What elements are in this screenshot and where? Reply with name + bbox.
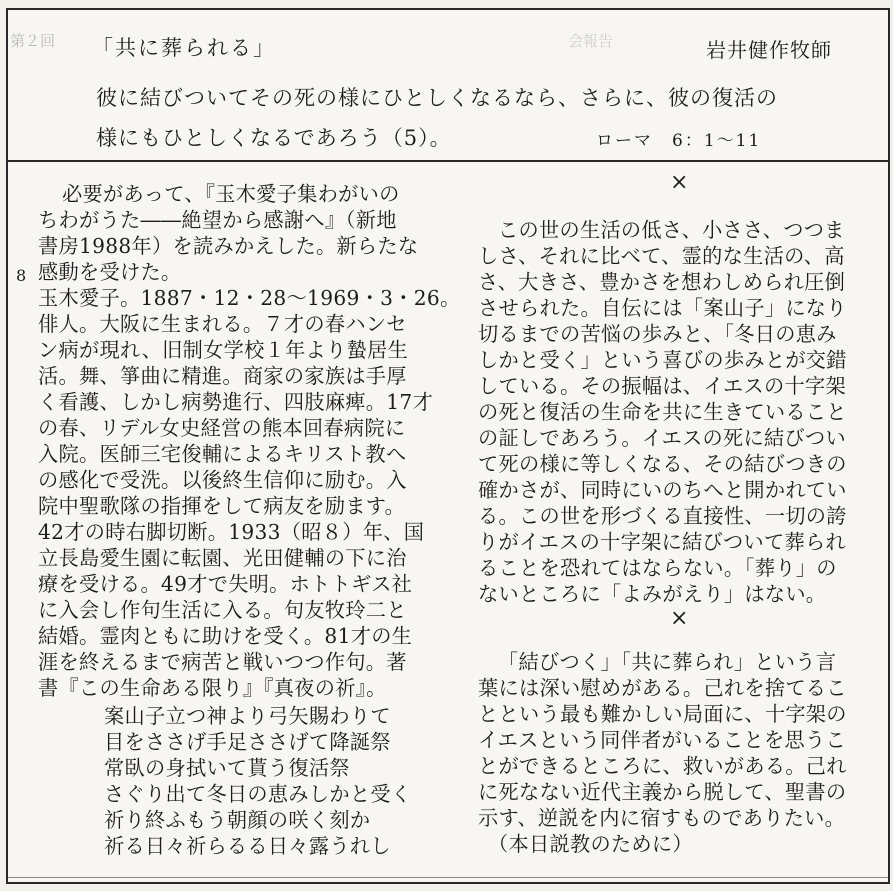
right-line: この世の生活の低さ、小ささ、つつま [498,218,845,242]
haiku-line: さぐり出て冬日の恵みしかと受く [104,782,412,806]
sermon-title: 「共に葬られる」 [92,36,276,60]
right-line: ないところに「よみがえり」はない。 [478,582,827,606]
right-line: さ、大きさ、豊かさを想わしめられ圧倒 [478,270,846,294]
haiku-line: 祈る日々祈らるる日々露うれし [104,834,391,858]
scripture-reference: ローマ 6：1〜11 [596,131,762,151]
bleed-through-left: 第２回 [10,32,56,50]
left-line: 活。舞、箏曲に精進。商家の家族は手厚 [38,364,407,388]
right-line: 「結びつく」「共に葬られ」という言 [498,650,837,674]
right-line: しさ、それに比べて、霊的な生活の、高 [478,244,845,268]
right-line: に死なない近代主義から脱して、聖書の [478,780,847,804]
left-line: 感動を受けた。 [38,260,182,284]
right-line: の証しであろう。イエスの死に結びつい [478,426,846,450]
left-line: の感化で受洗。以後終生信仰に励む。入 [38,468,407,492]
right-line: とができるところに、救いがある。己れ [478,754,847,778]
bulletin-page [6,8,890,884]
haiku-line: 祈り終ふもう朝顔の咲く刻か [104,808,371,832]
right-line: イエスという同伴者がいることを思うこ [478,728,846,752]
left-line: 涯を終えるまで病苦と戦いつつ作句。著 [38,650,407,674]
right-line: 切るまでの苦悩の歩みと、「冬日の恵み [478,322,837,346]
right-line: しかと受く」という喜びの歩みとが交錯 [478,348,847,372]
header-divider [8,160,888,162]
right-line: の死と復活の生命を共に生きていること [478,400,847,424]
right-line: 示す、逆説を内に宿すものでありたい。 [478,806,846,830]
right-line: 確かさが、同時にいのちへと開かれてい [478,478,847,502]
verse-line-2: 様にもひとしくなるであろう（5）。 [96,126,452,150]
left-line: ちわがうた――絶望から感謝へ』（新地 [38,208,397,232]
right-line: している。その振幅は、イエスの十字架 [478,374,846,398]
left-line: く看護、しかし病勢進行、四肢麻痺。17才 [38,390,434,414]
left-line: 必要があって、『玉木愛子集わがいの [62,182,400,206]
left-line: 立長島愛生園に転園、光田健輔の下に治 [38,546,407,570]
author-name: 岩井健作牧師 [706,38,832,62]
left-line: 俳人。大阪に生まれる。７才の春ハンセ [38,312,407,336]
left-line: 入院。医師三宅俊輔によるキリスト教へ [38,442,407,466]
left-line: 書房1988年）を読みかえした。新らたな [38,234,419,258]
bleed-through-right: 会報告 [568,32,614,50]
bottom-rule [8,877,888,878]
right-line: ることを恐れてはならない。「葬り」の [478,556,837,580]
right-line: 葉には深い慰めがある。己れを捨てるこ [478,676,847,700]
left-line: の春、リデル女史経営の熊本回春病院に [38,416,406,440]
verse-line-1: 彼に結びついてその死の様にひとしくなるなら、さらに、彼の復活の [96,86,778,110]
right-line: る。この世を形づくる直接性、一切の誇 [478,504,847,528]
right-line: て死の様に等しくなる、その結びつきの [478,452,847,476]
left-line: 玉木愛子。1887・12・28〜1969・3・26。 [38,286,461,310]
left-line: 院中聖歌隊の指揮をして病友を励ます。 [38,494,406,518]
right-line: りがイエスの十字架に結びついて葬られ [478,530,846,554]
haiku-line: 目をささげ手足ささげて降誕祭 [104,730,391,754]
page-number: 8 [16,266,27,285]
section-separator: × [670,170,689,195]
left-line: 結婚。霊肉ともに助けを受く。81才の生 [38,624,413,648]
right-line: させられた。自伝には「案山子」になり [478,296,847,320]
left-line: に入会し作句生活に入る。句友牧玲二と [38,598,407,622]
haiku-line: 案山子立つ神より弓矢賜わりて [104,704,391,728]
left-line: 療を受ける。49才で失明。ホトトギス社 [38,572,413,596]
haiku-line: 常臥の身拭いて貰う復活祭 [104,756,350,780]
left-line: ン病が現れ、旧制女学校１年より蟄居生 [38,338,408,362]
right-line: とという最も難かしい局面に、十字架の [478,702,847,726]
right-line: （本日説教のために） [488,832,693,856]
left-line: 書『この生命ある限り』『真夜の祈』。 [38,676,387,700]
left-line: 42才の時右脚切断。1933（昭８）年、国 [38,520,425,544]
section-separator: × [670,606,689,631]
